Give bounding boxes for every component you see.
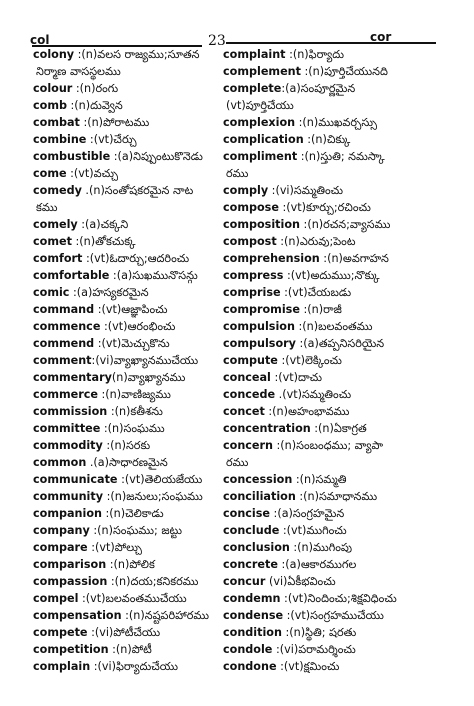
definition: :(n)సరకు bbox=[102, 439, 151, 452]
dictionary-entry bbox=[33, 48, 223, 65]
dictionary-entry bbox=[223, 490, 453, 507]
definition: :(vt)దాచు bbox=[270, 371, 322, 384]
headword: composition bbox=[223, 218, 300, 231]
headword: complain bbox=[33, 660, 91, 673]
definition: :(n)కతీశను bbox=[107, 405, 163, 418]
dictionary-entry bbox=[33, 643, 223, 660]
definition: :(n)ఎరువు;పెంట bbox=[276, 235, 356, 248]
headword: comprehension bbox=[223, 252, 320, 265]
headword: concise bbox=[223, 507, 270, 520]
definition: :(n)రచన;వ్యాసము bbox=[300, 218, 391, 231]
header-rule-left bbox=[32, 45, 202, 47]
header-rule-right bbox=[226, 42, 436, 44]
dictionary-entry bbox=[223, 235, 453, 252]
definition: :(vt)నిందించు;శిక్షవిధించు bbox=[280, 592, 397, 605]
dictionary-entry bbox=[223, 116, 453, 133]
definition: :(vt)చేర్చు bbox=[86, 133, 137, 146]
headword: concet bbox=[223, 405, 265, 418]
definition: :(n)ముగింపు bbox=[289, 541, 353, 554]
headword: complication bbox=[223, 133, 304, 146]
definition: :(vt)సంగ్రహముచేయు bbox=[283, 609, 384, 622]
headword: competition bbox=[33, 643, 109, 656]
headword: commence bbox=[33, 320, 101, 333]
dictionary-entry bbox=[33, 252, 223, 269]
dictionary-entry bbox=[33, 116, 223, 133]
definition: :(vt)మెచ్చుకొను bbox=[94, 337, 170, 350]
headword: compose bbox=[223, 201, 279, 214]
definition: :(n)చెలికాడు bbox=[101, 507, 164, 520]
headword: conceal bbox=[223, 371, 271, 384]
definition: :(a)సుఖమునొసన్గు bbox=[109, 269, 198, 282]
definition: :(n)దువ్వెన bbox=[66, 99, 123, 112]
dictionary-entry bbox=[33, 558, 223, 575]
dictionary-entry bbox=[33, 473, 223, 490]
definition: :(n)బలవంతము bbox=[294, 320, 373, 333]
dictionary-entry bbox=[33, 269, 223, 286]
headword: comet bbox=[33, 235, 72, 248]
right-guide-word: cor bbox=[370, 30, 392, 44]
dictionary-entry bbox=[223, 286, 453, 303]
dictionary-entry bbox=[223, 48, 453, 65]
dictionary-entry bbox=[223, 541, 453, 558]
definition: :(vt)అదుముు;నొక్కు bbox=[283, 269, 380, 282]
definition: :(vt)ఓదార్చు;ఆదరించు bbox=[82, 252, 190, 265]
dictionary-entry bbox=[223, 439, 453, 456]
dictionary-entry bbox=[33, 371, 223, 388]
headword: complaint bbox=[223, 48, 286, 61]
dictionary-entry bbox=[33, 82, 223, 99]
dictionary-entry bbox=[223, 150, 453, 167]
dictionary-entry bbox=[223, 82, 453, 99]
dictionary-entry bbox=[33, 150, 223, 167]
dictionary-entry bbox=[33, 235, 223, 252]
headword: complete bbox=[223, 82, 282, 95]
definition: :(a)హస్యకరమైన bbox=[69, 286, 149, 299]
definition: :(n)రాజీ bbox=[299, 303, 342, 316]
dictionary-entry bbox=[33, 388, 223, 405]
dictionary-entry bbox=[33, 337, 223, 354]
definition: :(vt)ముగించు bbox=[279, 524, 347, 537]
entry-continuation: రము bbox=[226, 167, 249, 180]
headword: conciliation bbox=[223, 490, 296, 503]
headword: commission bbox=[33, 405, 108, 418]
headword: concession bbox=[223, 473, 293, 486]
dictionary-entry bbox=[223, 507, 453, 524]
dictionary-entry bbox=[33, 524, 223, 541]
definition: :(a)ఆకారముగల bbox=[277, 558, 357, 571]
definition: :(n)ఫిర్యాదు bbox=[285, 48, 344, 61]
left-column bbox=[33, 48, 223, 677]
definition: :(n)సమ్మతి bbox=[292, 473, 347, 486]
dictionary-entry bbox=[33, 609, 223, 626]
dictionary-entry bbox=[33, 439, 223, 456]
dictionary-entry bbox=[33, 167, 223, 184]
headword: comment bbox=[33, 354, 92, 367]
dictionary-entry bbox=[33, 133, 223, 150]
definition: :(n)స్థితి; షరతు bbox=[281, 626, 357, 639]
dictionary-entry bbox=[223, 337, 453, 354]
dictionary-entry bbox=[223, 626, 453, 643]
dictionary-entry bbox=[33, 320, 223, 337]
definition: :(vt)కూర్చు;రచించు bbox=[278, 201, 371, 214]
headword: come bbox=[33, 167, 67, 180]
headword: complement bbox=[223, 65, 301, 78]
headword: comfort bbox=[33, 252, 83, 265]
dictionary-entry bbox=[33, 626, 223, 643]
headword: comely bbox=[33, 218, 78, 231]
definition: :(vi)సమ్మతించు bbox=[268, 184, 344, 197]
dictionary-entry bbox=[223, 252, 453, 269]
definition: :(n)పోటీ bbox=[108, 643, 152, 656]
definition: :(n)సంఘము; జట్టు bbox=[89, 524, 183, 537]
dictionary-entry bbox=[33, 490, 223, 507]
headword: concentration bbox=[223, 422, 311, 435]
definition: :(n)స్తుతి; నమస్కా bbox=[297, 150, 385, 163]
dictionary-entry bbox=[223, 65, 453, 82]
dictionary-entry bbox=[33, 99, 223, 116]
headword: concern bbox=[223, 439, 273, 452]
headword: colour bbox=[33, 82, 73, 95]
definition: :(n)సంబంధము; వ్యాపా bbox=[272, 439, 384, 452]
page-number: 23 bbox=[208, 33, 226, 49]
headword: conclude bbox=[223, 524, 280, 537]
definition: :(vi)పరామర్శించు bbox=[272, 643, 356, 656]
dictionary-entry bbox=[33, 405, 223, 422]
dictionary-entry bbox=[223, 660, 453, 677]
definition: :(vt)బలవంతముచేయు bbox=[78, 592, 187, 605]
definition: :(n)అవగాహన bbox=[319, 252, 389, 265]
headword: compute bbox=[223, 354, 278, 367]
headword: condition bbox=[223, 626, 282, 639]
definition: :(n)జనులు;సంఘము bbox=[103, 490, 203, 503]
definition: .(n)సంతోషకరమైన నాట bbox=[81, 184, 194, 197]
headword: community bbox=[33, 490, 104, 503]
definition: :(vt)ఆజ్ఞాపించు bbox=[94, 303, 168, 316]
definition: :(vt)తెలియజేయు bbox=[117, 473, 203, 486]
dictionary-entry bbox=[223, 643, 453, 660]
headword: company bbox=[33, 524, 90, 537]
definition: :(vi)ఫిర్యాదుచేయు bbox=[90, 660, 179, 673]
definition: :(n)అహంభావము bbox=[264, 405, 350, 418]
headword: compress bbox=[223, 269, 284, 282]
headword: concrete bbox=[223, 558, 278, 571]
right-column bbox=[223, 48, 453, 677]
dictionary-entry bbox=[223, 422, 453, 439]
definition: :(n)ఏకాగ్రత bbox=[310, 422, 367, 435]
headword: comic bbox=[33, 286, 70, 299]
dictionary-entry bbox=[223, 388, 453, 405]
headword: comedy bbox=[33, 184, 82, 197]
headword: compete bbox=[33, 626, 88, 639]
definition: :(vt)ఆరంభించు bbox=[100, 320, 176, 333]
dictionary-entry bbox=[33, 660, 223, 677]
definition: :(n)వాణిజ్యము bbox=[97, 388, 171, 401]
definition: .(a)సాధారణమైన bbox=[86, 456, 168, 469]
headword: colony bbox=[33, 48, 75, 61]
dictionary-entry bbox=[223, 201, 453, 218]
dictionary-entry bbox=[33, 456, 223, 473]
headword: compulsion bbox=[223, 320, 295, 333]
dictionary-entry bbox=[33, 422, 223, 439]
definition: (vi)ఏకీభవించు bbox=[265, 575, 336, 588]
dictionary-entry bbox=[223, 269, 453, 286]
dictionary-entry bbox=[223, 184, 453, 201]
headword: compare bbox=[33, 541, 88, 554]
headword: comfortable bbox=[33, 269, 110, 282]
headword: combine bbox=[33, 133, 87, 146]
dictionary-entry bbox=[223, 133, 453, 150]
headword: command bbox=[33, 303, 95, 316]
definition: :(vi)వ్యాఖ్యానముచేయు bbox=[91, 354, 199, 367]
entry-continuation: (vt)పూర్తిచేయు bbox=[226, 99, 294, 112]
dictionary-entry bbox=[223, 609, 453, 626]
dictionary-entry bbox=[223, 473, 453, 490]
left-guide-word: col bbox=[30, 33, 50, 47]
definition: :(n)సంఘము bbox=[100, 422, 165, 435]
headword: companion bbox=[33, 507, 102, 520]
definition: :(n)పూర్తిచేయునది bbox=[300, 65, 388, 78]
definition: :(a)నిప్పుంటుకొనెడు bbox=[110, 150, 203, 163]
headword: compromise bbox=[223, 303, 300, 316]
dictionary-entry bbox=[33, 541, 223, 558]
headword: compassion bbox=[33, 575, 108, 588]
headword: compulsory bbox=[223, 337, 296, 350]
dictionary-entry bbox=[223, 575, 453, 592]
definition: :(vi)పోటీచేయు bbox=[87, 626, 161, 639]
definition: :(n)పోలిక bbox=[106, 558, 155, 571]
definition: :(n)చిక్కు bbox=[303, 133, 351, 146]
definition: :(n)తోకచుక్క bbox=[71, 235, 136, 248]
dictionary-entry bbox=[33, 184, 223, 201]
dictionary-entry bbox=[33, 303, 223, 320]
definition: .(vt)సమ్మతించు bbox=[275, 388, 352, 401]
dictionary-entry bbox=[33, 354, 223, 371]
headword: committee bbox=[33, 422, 101, 435]
headword: compel bbox=[33, 592, 79, 605]
dictionary-entry bbox=[223, 320, 453, 337]
headword: condone bbox=[223, 660, 277, 673]
definition: :(a)తప్పనిసరియైన bbox=[295, 337, 385, 350]
dictionary-entry bbox=[223, 524, 453, 541]
definition: :(n)సమాధానము bbox=[295, 490, 378, 503]
headword: comprise bbox=[223, 286, 281, 299]
definition: :(n)వలస రాజ్యము;సూతన bbox=[74, 48, 200, 61]
definition: :(a)సంపూర్ణమైన bbox=[281, 82, 356, 95]
entry-continuation: నిర్మాణ వాసస్థలము bbox=[36, 65, 121, 78]
headword: concur bbox=[223, 575, 266, 588]
definition: (n)వ్యాఖ్యానము bbox=[111, 371, 186, 384]
headword: commodity bbox=[33, 439, 103, 452]
definition: :(n)ముఖవర్చస్సు bbox=[295, 116, 378, 129]
dictionary-entry bbox=[223, 354, 453, 371]
dictionary-entry bbox=[33, 507, 223, 524]
definition: :(vt)క్షమించు bbox=[276, 660, 340, 673]
definition: :(n)రంగు bbox=[72, 82, 119, 95]
dictionary-entry bbox=[223, 592, 453, 609]
headword: conclusion bbox=[223, 541, 290, 554]
headword: commend bbox=[33, 337, 95, 350]
headword: combat bbox=[33, 116, 80, 129]
definition: :(vt)లెక్కించు bbox=[277, 354, 342, 367]
dictionary-entry bbox=[33, 575, 223, 592]
definition: :(a)సంగ్రహమైన bbox=[270, 507, 345, 520]
entry-continuation: రము bbox=[226, 456, 249, 469]
dictionary-entry bbox=[33, 286, 223, 303]
dictionary-entry bbox=[33, 592, 223, 609]
headword: comply bbox=[223, 184, 269, 197]
headword: commentary bbox=[33, 371, 112, 384]
headword: comb bbox=[33, 99, 67, 112]
dictionary-entry bbox=[223, 558, 453, 575]
headword: communicate bbox=[33, 473, 118, 486]
dictionary-entry bbox=[223, 218, 453, 235]
headword: comparison bbox=[33, 558, 107, 571]
definition: :(n)పోరాటము bbox=[79, 116, 150, 129]
entry-continuation: కము bbox=[36, 201, 58, 214]
definition: :(n)నష్టపరిహారము bbox=[121, 609, 210, 622]
definition: :(vt)చేయబడు bbox=[280, 286, 352, 299]
headword: commerce bbox=[33, 388, 98, 401]
headword: compensation bbox=[33, 609, 122, 622]
dictionary-entry bbox=[223, 405, 453, 422]
headword: condense bbox=[223, 609, 284, 622]
headword: common bbox=[33, 456, 87, 469]
definition: :(a)చక్కని bbox=[77, 218, 129, 231]
definition: :(vt)పోల్చు bbox=[87, 541, 142, 554]
headword: concede bbox=[223, 388, 276, 401]
dictionary-entry bbox=[223, 371, 453, 388]
definition: :(vt)వచ్చు bbox=[66, 167, 119, 180]
headword: combustible bbox=[33, 150, 111, 163]
headword: condole bbox=[223, 643, 273, 656]
headword: compost bbox=[223, 235, 277, 248]
headword: condemn bbox=[223, 592, 281, 605]
headword: compliment bbox=[223, 150, 298, 163]
dictionary-entry bbox=[33, 218, 223, 235]
dictionary-entry bbox=[223, 303, 453, 320]
headword: complexion bbox=[223, 116, 296, 129]
definition: :(n)దయ;కనికరము bbox=[107, 575, 199, 588]
